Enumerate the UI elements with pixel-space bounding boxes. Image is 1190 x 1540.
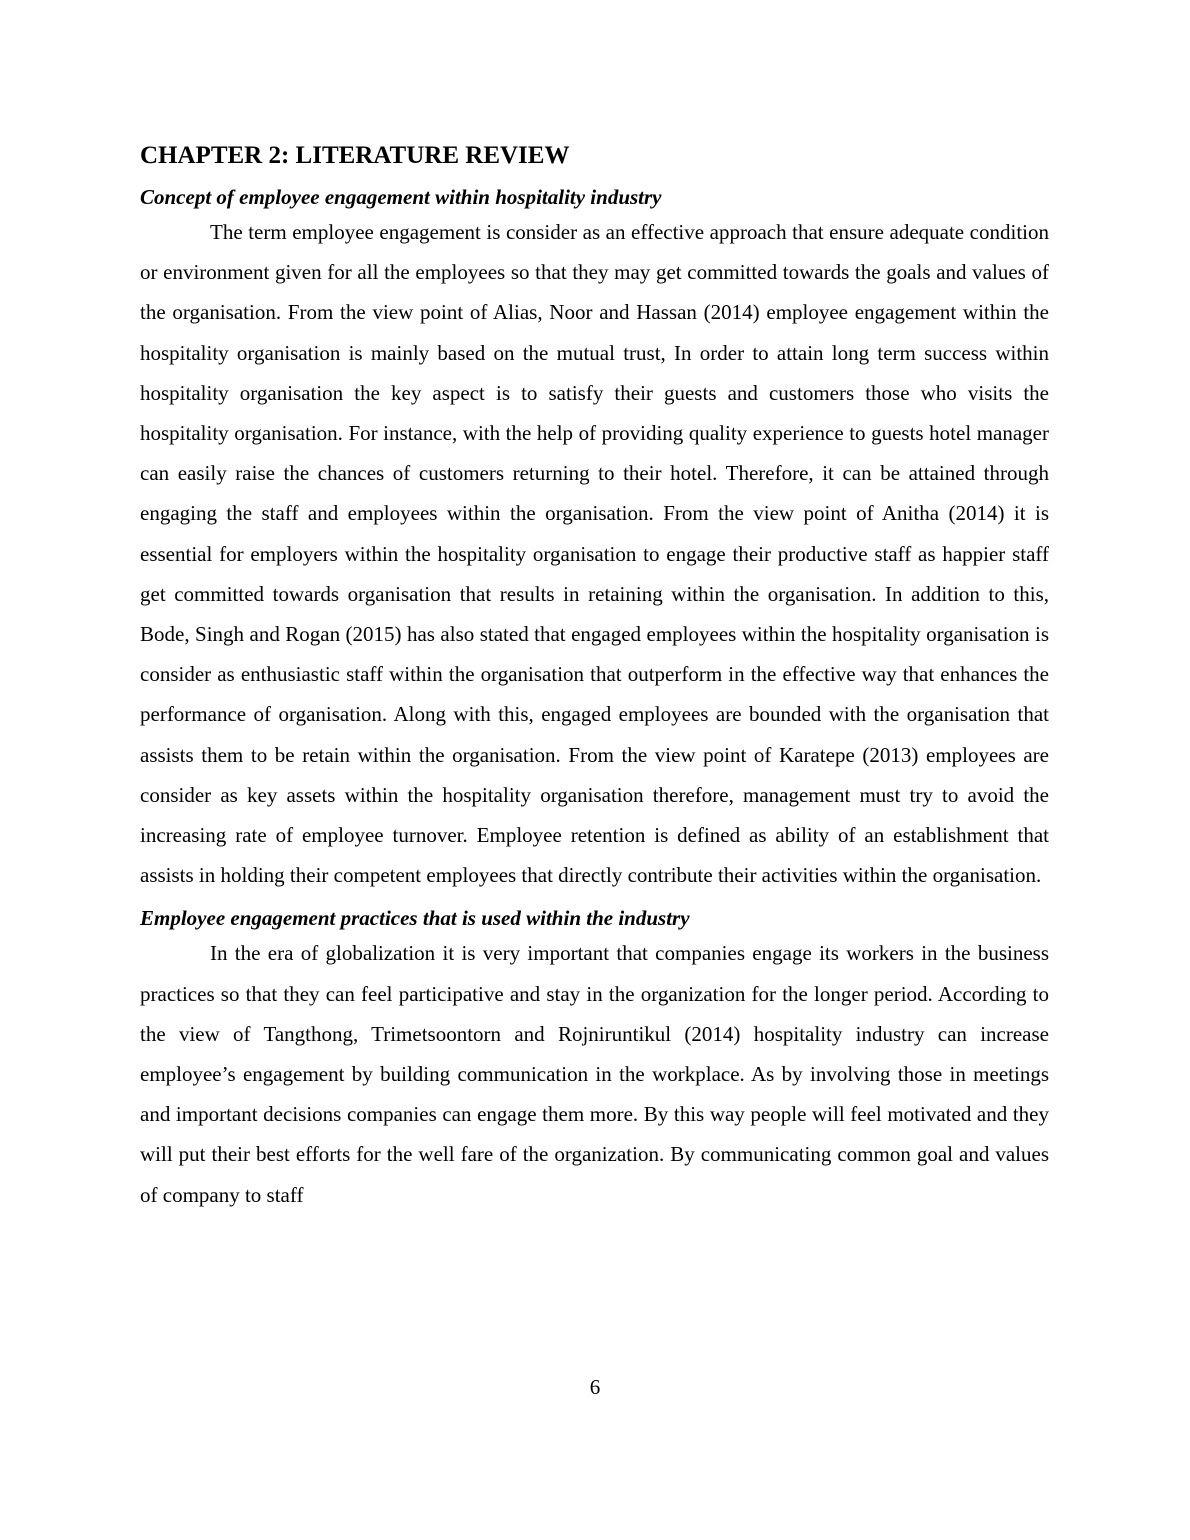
page-content <box>140 138 1049 1215</box>
paragraph-practices: In the era of globalization it is very important that companies engage its workers in the business practices so that they can feel participative and stay in the organization for the longer period. According to the view of Tangthong, Trimetsoontorn and Rojniruntikul (2014) hospitality industry can increase employee’s engagement by building communication in the workplace. As by involving those in meetings and important decisions companies can engage them more. By this way people will feel motivated and they will put their best efforts for the well fare of the organization. By communicating common goal and values of company to staff <box>140 941 1049 1207</box>
section-heading-concept: Concept of employee engagement within hospitality industry <box>140 185 662 209</box>
chapter-title: CHAPTER 2: LITERATURE REVIEW <box>140 142 570 169</box>
paragraph-concept: The term employee engagement is consider as an effective approach that ensure adequate condition or environment given for all the employees so that they may get committed towards the goals and values of the organisation. From the view point of Alias, Noor and Hassan (2014) employee engagement within the hospitality organisation is mainly based on the mutual trust, In order to attain long term success within hospitality organisation the key aspect is to satisfy their guests and customers those who visits the hospitality organisation. For instance, with the help of providing quality experience to guests hotel manager can easily raise the chances of customers returning to their hotel. Therefore, it can be attained through engaging the staff and employees within the organisation. From the view point of Anitha (2014) it is essential for employers within the hospitality organisation to engage their productive staff as happier staff get committed towards organisation that results in retaining within the organisation. In addition to this, Bode, Singh and Rogan (2015) has also stated that engaged employees within the hospitality organisation is consider as enthusiastic staff within the organisation that outperform in the effective way that enhances the performance of organisation. Along with this, engaged employees are bounded with the organisation that assists them to be retain within the organisation. From the view point of Karatepe (2013) employees are consider as key assets within the hospitality organisation therefore, management must try to avoid the increasing rate of employee turnover. Employee retention is defined as ability of an establishment that assists in holding their competent employees that directly contribute their activities within the organisation. <box>140 220 1049 888</box>
section-heading-practices: Employee engagement practices that is used within the industry <box>140 906 690 931</box>
page-number: 6 <box>589 1375 601 1399</box>
